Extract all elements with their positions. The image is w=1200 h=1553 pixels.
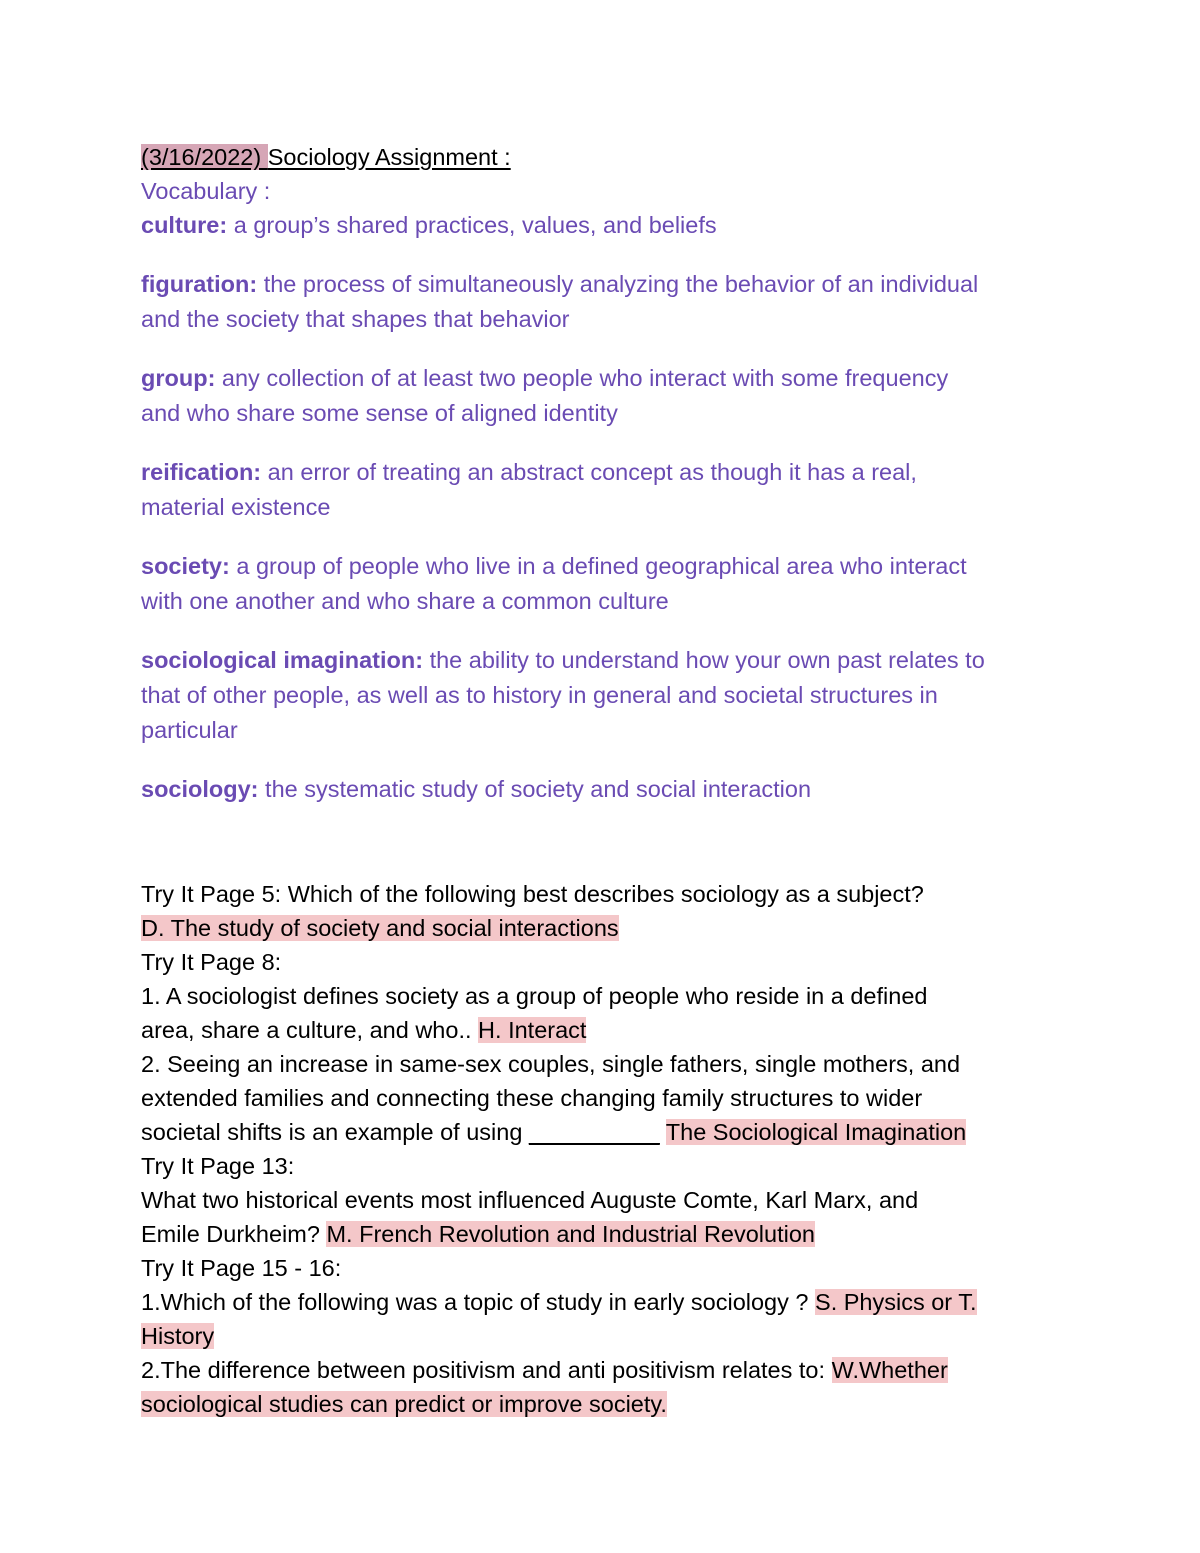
vocab-term: sociological imagination: — [141, 647, 424, 673]
answer-highlight: The Sociological Imagination — [665, 1119, 967, 1145]
question-heading: Try It Page 15 - 16: — [141, 1255, 342, 1281]
answer-highlight: S. Physics or T. — [815, 1289, 977, 1315]
question-text: 1. A sociologist defines society as a group of people who reside in a defined — [141, 983, 928, 1009]
vocab-term: sociology: — [141, 776, 259, 802]
vocab-definition: that of other people, as well as to history in general and societal structures in — [141, 682, 938, 708]
answer-highlight: D. The study of society and social interactions — [141, 915, 619, 941]
question-text: Emile Durkheim? — [141, 1221, 327, 1247]
fill-in-blank: __________ — [528, 1119, 660, 1145]
vocabulary-section — [141, 174, 1071, 807]
vocab-entry-society — [141, 549, 1071, 619]
question-text: Try It Page 5: Which of the following best describes sociology as a subject? — [141, 881, 924, 907]
question-text: area, share a culture, and who.. — [141, 1017, 479, 1043]
question-heading: Try It Page 13: — [141, 1153, 295, 1179]
answer-highlight: sociological studies can predict or improve society. — [141, 1391, 667, 1417]
answer-highlight: History — [141, 1323, 215, 1349]
vocabulary-heading: Vocabulary : — [141, 178, 271, 204]
vocab-definition: and the society that shapes that behavior — [141, 306, 570, 332]
assignment-title: Sociology Assignment : — [267, 144, 511, 170]
vocab-definition: a group’s shared practices, values, and beliefs — [227, 212, 717, 238]
header-line — [141, 140, 1071, 174]
vocab-definition: any collection of at least two people who interact with some frequency — [215, 365, 949, 391]
vocab-term: culture: — [141, 212, 228, 238]
vocab-term: reification: — [141, 459, 262, 485]
question-text: societal shifts is an example of using — [141, 1119, 529, 1145]
vocab-term: group: — [141, 365, 216, 391]
document-page — [141, 140, 1071, 1421]
answer-highlight: M. French Revolution and Industrial Revolution — [326, 1221, 815, 1247]
assignment-date: (3/16/2022) — [141, 144, 268, 170]
answer-highlight: H. Interact — [478, 1017, 587, 1043]
vocab-entry-group — [141, 361, 1071, 431]
vocab-definition: the process of simultaneously analyzing the behavior of an individual — [257, 271, 979, 297]
vocab-entry-figuration — [141, 267, 1071, 337]
question-heading: Try It Page 8: — [141, 949, 282, 975]
question-text: What two historical events most influenced Auguste Comte, Karl Marx, and — [141, 1187, 919, 1213]
vocab-definition: the systematic study of society and social interaction — [258, 776, 812, 802]
vocab-entry-reification — [141, 455, 1071, 525]
vocab-definition: particular — [141, 717, 238, 743]
vocab-definition: the ability to understand how your own past relates to — [423, 647, 985, 673]
vocab-entry-sociological-imagination — [141, 643, 1071, 748]
vocab-definition: with one another and who share a common culture — [141, 588, 669, 614]
vocab-term: figuration: — [141, 271, 258, 297]
section-spacer — [141, 831, 1071, 877]
vocab-definition: and who share some sense of aligned identity — [141, 400, 618, 426]
question-text: 1.Which of the following was a topic of study in early sociology ? — [141, 1289, 816, 1315]
answer-highlight: W.Whether — [831, 1357, 948, 1383]
vocab-entry-sociology — [141, 772, 1071, 807]
vocab-entry-culture — [141, 208, 1071, 243]
try-it-section — [141, 877, 1071, 1421]
question-text: 2.The difference between positivism and anti positivism relates to: — [141, 1357, 832, 1383]
question-text: 2. Seeing an increase in same-sex couples, single fathers, single mothers, and — [141, 1051, 961, 1077]
vocab-definition: an error of treating an abstract concept as though it has a real, — [261, 459, 917, 485]
vocab-definition: material existence — [141, 494, 331, 520]
vocab-definition: a group of people who live in a defined geographical area who interact — [229, 553, 967, 579]
vocab-term: society: — [141, 553, 230, 579]
question-text: extended families and connecting these changing family structures to wider — [141, 1085, 923, 1111]
